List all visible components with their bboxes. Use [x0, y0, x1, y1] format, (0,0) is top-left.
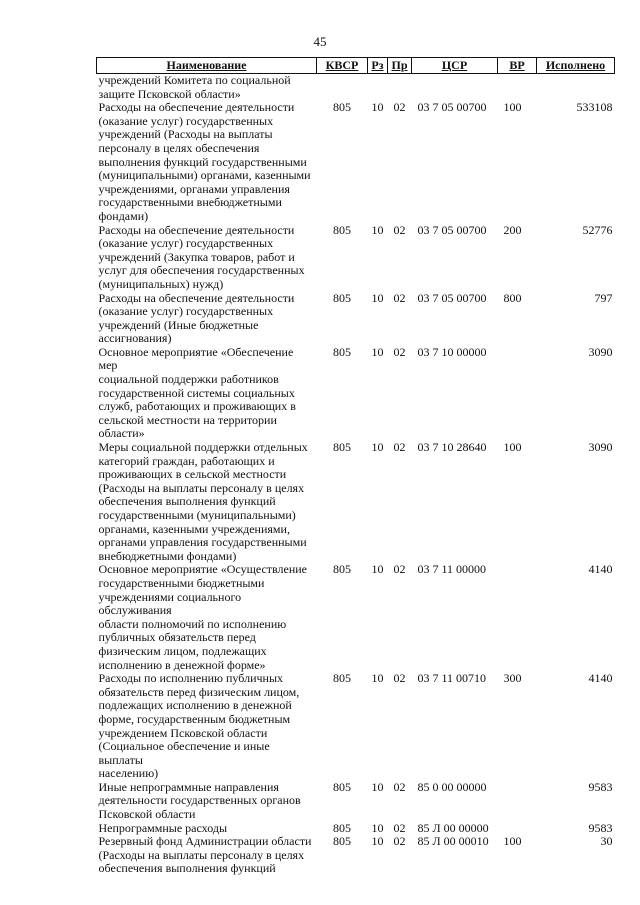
cell-pr: 02: [393, 440, 406, 455]
cell-name-line: Резервный фонд Администрации области: [98, 834, 312, 849]
cell-csr: 03 7 10 28640: [417, 440, 487, 455]
cell-name-line: (оказание услуг) государственных: [98, 113, 274, 128]
cell-name-line: государственной системы социальных: [98, 385, 295, 400]
cell-name: [97, 101, 317, 223]
cell-kvsr: [317, 74, 368, 102]
cell-name: [97, 346, 317, 441]
cell-name-line: органами, казенными учреждениями,: [98, 521, 290, 536]
cell-pr: 02: [393, 820, 406, 835]
header-kvsr: КВСР: [317, 58, 368, 74]
table-row: [97, 224, 615, 292]
cell-name-line: (Расходы на выплаты персоналу в целях: [98, 847, 305, 862]
budget-execution-table: [96, 57, 615, 876]
cell-vr: [498, 346, 537, 441]
cell-kvsr: 805: [333, 834, 351, 849]
cell-pr: 02: [393, 222, 406, 237]
cell-name-line: области полномочий по исполнению: [98, 616, 287, 631]
cell-name: [97, 563, 317, 672]
cell-vr: 200: [503, 222, 522, 237]
header-vr: ВР: [498, 58, 537, 74]
cell-pr: 02: [393, 779, 406, 794]
header-done: Исполнено: [537, 58, 615, 74]
cell-done: 3090: [588, 344, 613, 359]
cell-csr: 85 0 00 00000: [417, 779, 487, 794]
cell-pr: 02: [393, 834, 406, 849]
cell-name-line: форме, государственным бюджетным: [98, 711, 291, 726]
cell-done: 30: [600, 834, 613, 849]
cell-name-line: обеспечения выполнения функций: [98, 494, 276, 509]
cell-csr: 03 7 05 00700: [417, 100, 487, 115]
cell-csr: [412, 74, 498, 102]
cell-name-line: служб, работающих и проживающих в: [98, 399, 296, 414]
cell-name-line: проживающих в сельской местности: [98, 467, 287, 482]
cell-name-line: выполнения функций государственными: [98, 154, 307, 169]
cell-pr: 02: [393, 290, 406, 305]
cell-rz: 10: [371, 344, 384, 359]
cell-name-line: учреждений Комитета по социальной: [98, 73, 291, 87]
cell-name-line: (оказание услуг) государственных: [98, 304, 274, 319]
cell-name-line: (Социальное обеспечение и иные выплаты: [98, 739, 270, 767]
header-rz: Рз: [368, 58, 388, 74]
cell-name-line: Меры социальной поддержки отдельных: [98, 440, 308, 455]
cell-name-line: населению): [98, 766, 159, 781]
cell-kvsr: 805: [333, 100, 351, 115]
table-row: [97, 672, 615, 781]
cell-name-line: учреждений (Расходы на выплаты: [98, 127, 273, 142]
page-number: 45: [313, 34, 327, 49]
cell-name-line: области»: [98, 426, 145, 441]
cell-vr: [498, 781, 537, 822]
cell-name-line: Расходы на обеспечение деятельности: [98, 222, 295, 237]
cell-name-line: физическим лицом, подлежащих: [98, 643, 267, 658]
cell-vr: 100: [503, 440, 522, 455]
cell-name-line: подлежащих исполнению в денежной: [98, 698, 292, 713]
cell-name: [97, 835, 317, 876]
cell-pr: 02: [393, 562, 406, 577]
cell-name-line: учреждениями социального обслуживания: [98, 589, 242, 618]
cell-vr: 300: [503, 671, 522, 686]
cell-name-line: Расходы по исполнению публичных: [98, 671, 284, 686]
cell-name-line: социальной поддержки работников: [98, 372, 279, 387]
cell-name: [97, 292, 317, 346]
cell-name-line: учреждений (Иные бюджетные: [98, 317, 259, 332]
cell-done: 52776: [582, 222, 613, 237]
cell-name-line: органами управления государственными: [98, 535, 307, 550]
cell-name-line: категорий граждан, работающих и: [98, 453, 275, 468]
cell-rz: [368, 74, 388, 102]
cell-name-line: Расходы на обеспечение деятельности: [98, 290, 295, 305]
cell-vr: [498, 822, 537, 836]
cell-name-line: (муниципальных) нужд): [98, 276, 224, 291]
table-row: [97, 74, 615, 102]
cell-kvsr: 805: [333, 344, 351, 359]
cell-name-line: Основное мероприятие «Обеспечение мер: [98, 344, 294, 373]
cell-kvsr: 805: [333, 820, 351, 835]
cell-name-line: фондами): [98, 208, 149, 223]
cell-name-line: Непрограммные расходы: [98, 820, 228, 835]
cell-csr: 03 7 11 00000: [417, 562, 487, 577]
table-row: [97, 292, 615, 346]
cell-name-line: Псковской области: [98, 807, 196, 822]
cell-pr: [388, 74, 412, 102]
cell-name: [97, 441, 317, 563]
cell-vr: [498, 74, 537, 102]
cell-vr: 100: [503, 100, 522, 115]
cell-name-line: (Расходы на выплаты персоналу в целях: [98, 480, 305, 495]
cell-vr: 800: [503, 290, 522, 305]
cell-name-line: государственными бюджетными: [98, 575, 265, 590]
cell-csr: 85 Л 00 00010: [417, 834, 489, 849]
cell-name-line: учреждением Псковской области: [98, 725, 268, 740]
header-pr: Пр: [388, 58, 412, 74]
table-header-row: [97, 58, 615, 74]
cell-name-line: персоналу в целях обеспечения: [98, 140, 260, 155]
cell-kvsr: 805: [333, 671, 351, 686]
cell-pr: 02: [393, 100, 406, 115]
header-csr: ЦСР: [412, 58, 498, 74]
cell-pr: 02: [393, 671, 406, 686]
cell-csr: 03 7 05 00700: [417, 290, 487, 305]
cell-vr: [498, 563, 537, 672]
cell-rz: 10: [371, 100, 384, 115]
cell-name-line: обеспечения выполнения функций: [98, 861, 276, 876]
table-row: [97, 781, 615, 822]
cell-name-line: услуг для обеспечения государственных: [98, 263, 305, 278]
cell-csr: 85 Л 00 00000: [417, 820, 489, 835]
cell-kvsr: 805: [333, 290, 351, 305]
cell-name: [97, 224, 317, 292]
cell-done: 3090: [588, 440, 613, 455]
cell-name-line: государственными внебюджетными: [98, 195, 282, 210]
cell-done: 4140: [588, 671, 613, 686]
cell-name-line: (оказание услуг) государственных: [98, 236, 274, 251]
cell-name: [97, 781, 317, 822]
cell-kvsr: 805: [333, 562, 351, 577]
table-row: [97, 441, 615, 563]
cell-name-line: учреждений (Закупка товаров, работ и: [98, 249, 295, 264]
cell-done: 9583: [588, 779, 613, 794]
cell-kvsr: 805: [333, 779, 351, 794]
cell-rz: 10: [371, 671, 384, 686]
cell-name: [97, 822, 317, 836]
cell-name-line: Основное мероприятие «Осуществление: [98, 562, 308, 577]
cell-done: [537, 74, 615, 102]
table-row: [97, 563, 615, 672]
table-row: [97, 822, 615, 836]
table-row: [97, 101, 615, 223]
cell-name-line: исполнению в денежной форме»: [98, 657, 266, 672]
cell-done: 533108: [576, 100, 613, 115]
cell-name-line: внебюджетными фондами): [98, 548, 237, 563]
cell-name-line: учреждениями, органами управления: [98, 181, 290, 196]
cell-name-line: Иные непрограммные направления: [98, 779, 279, 794]
cell-name: [97, 74, 317, 102]
cell-csr: 03 7 10 00000: [417, 344, 487, 359]
cell-name-line: сельской местности на территории: [98, 412, 277, 427]
cell-name-line: (муниципальными) органами, казенными: [98, 168, 311, 183]
cell-name-line: деятельности государственных органов: [98, 793, 301, 808]
cell-rz: 10: [371, 820, 384, 835]
cell-done: 4140: [588, 562, 613, 577]
cell-vr: 100: [503, 834, 522, 849]
cell-rz: 10: [371, 562, 384, 577]
cell-csr: 03 7 11 00710: [417, 671, 487, 686]
cell-kvsr: 805: [333, 222, 351, 237]
cell-rz: 10: [371, 834, 384, 849]
cell-csr: 03 7 05 00700: [417, 222, 487, 237]
cell-name-line: публичных обязательств перед: [98, 630, 256, 645]
header-name: Наименование: [97, 58, 317, 74]
table-body: [97, 74, 615, 877]
cell-rz: 10: [371, 779, 384, 794]
cell-name-line: обязательств перед физическим лицом,: [98, 684, 300, 699]
cell-done: 9583: [588, 820, 613, 835]
table-row: [97, 346, 615, 441]
cell-pr: 02: [393, 344, 406, 359]
cell-name-line: ассигнования): [98, 331, 172, 346]
table-row: [97, 835, 615, 876]
cell-name-line: защите Псковской области»: [98, 86, 241, 101]
cell-rz: 10: [371, 290, 384, 305]
cell-kvsr: 805: [333, 440, 351, 455]
cell-name: [97, 672, 317, 781]
cell-name-line: Расходы на обеспечение деятельности: [98, 100, 295, 115]
cell-rz: 10: [371, 440, 384, 455]
cell-rz: 10: [371, 222, 384, 237]
cell-name-line: государственными (муниципальными): [98, 508, 296, 522]
cell-done: 797: [594, 290, 613, 305]
